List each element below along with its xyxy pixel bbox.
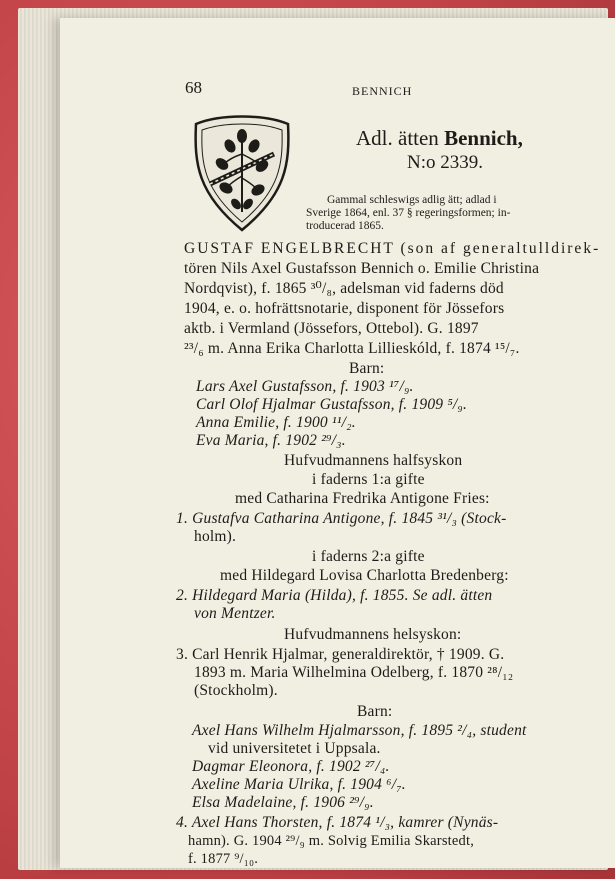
body-line: (Stockholm). [194,682,278,699]
body-line: GUSTAF ENGELBRECHT (son af generaltulldirek- [184,240,601,257]
section-label: med Hildegard Lovisa Charlotta Bredenberg: [220,567,509,584]
origin-line: troducerad 1865. [306,220,384,232]
section-label: Barn: [349,360,385,377]
section-label: Barn: [357,703,393,720]
child-entry: Axel Hans Wilhelm Hjalmarsson, f. 1895 ²/₄, student [192,722,527,739]
sibling-entry: 1. Gustafva Catharina Antigone, f. 1845 ³¹/₃ (Stock- [176,510,507,527]
family-number: N:o 2339. [407,152,483,173]
child-entry: Dagmar Eleonora, f. 1902 ²⁷/₄. [192,758,390,775]
body-line: f. 1877 ⁹/₁₀. [188,851,259,867]
body-line: ²³/₆ m. Anna Erika Charlotta Lillieskóld, f. 1874 ¹⁵/₇. [184,340,520,357]
body-line: 1893 m. Maria Wilhelmina Odelberg, f. 1870 ²⁸/₁₂ [194,664,514,681]
origin-line: Gammal schleswigs adlig ätt; adlad i [327,194,497,206]
body-line: tören Nils Axel Gustafsson Bennich o. Emilie Christina [184,260,540,277]
sibling-entry: 4. Axel Hans Thorsten, f. 1874 ¹/₃, kamrer (Nynäs- [176,814,499,831]
body-line: 1904, e. o. hofrättsnotarie, disponent för Jössefors [184,300,505,317]
section-label: i faderns 1:a gifte [312,471,425,488]
sibling-entry: 3. Carl Henrik Hjalmar, generaldirektör, † 1909. G. [176,646,505,663]
body-line: hamn). G. 1904 ²⁹/₉ m. Solvig Emilia Skarstedt, [188,833,475,849]
body-line: aktb. i Vermland (Jössefors, Ottebol). G. 1897 [184,320,479,337]
child-entry: Anna Emilie, f. 1900 ¹¹/₂. [196,414,356,431]
child-entry: Elsa Madelaine, f. 1906 ²⁹/₉. [192,794,374,811]
section-label: Hufvudmannens halfsyskon [284,452,463,469]
page-number: 68 [185,78,202,97]
section-label: med Catharina Fredrika Antigone Fries: [235,490,490,507]
child-entry: Eva Maria, f. 1902 ²⁹/₃. [196,432,346,449]
child-entry: Axeline Maria Ulrika, f. 1904 ⁶/₇. [192,776,406,793]
sibling-entry: 2. Hildegard Maria (Hilda), f. 1855. Se adl. ätten [176,587,493,604]
body-line: holm). [194,528,237,545]
family-title [356,126,523,151]
child-entry: Lars Axel Gustafsson, f. 1903 ¹⁷/₉. [196,378,414,395]
section-label: Hufvudmannens helsyskon: [284,626,462,643]
origin-line: Sverige 1864, enl. 37 § regeringsformen; in- [306,207,511,219]
family-name: Bennich, [444,126,523,150]
coat-of-arms-icon [190,114,294,234]
child-entry: Carl Olof Hjalmar Gustafsson, f. 1909 ⁵/₉. [196,396,468,413]
title-prefix: Adl. ätten [356,126,439,150]
body-line: vid universitetet i Uppsala. [208,740,381,757]
running-head: BENNICH [352,84,413,98]
body-line: von Mentzer. [194,605,276,622]
body-line: Nordqvist), f. 1865 ³⁰/₈, adelsman vid faderns död [184,280,504,297]
section-label: i faderns 2:a gifte [312,548,425,565]
